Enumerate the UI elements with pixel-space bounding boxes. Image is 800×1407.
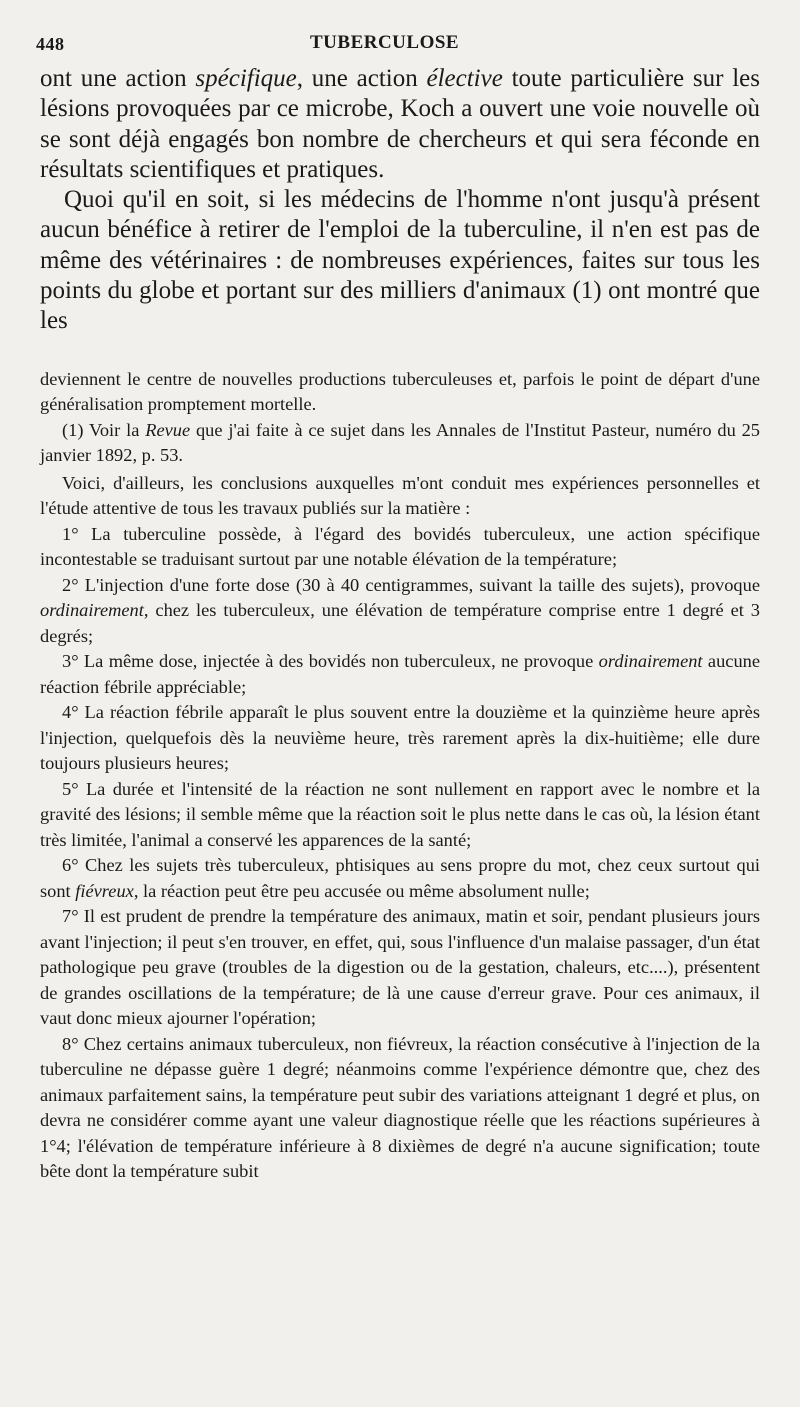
conclusions-intro: Voici, d'ailleurs, les conclusions auxquelles m'ont conduit mes expériences personnelles et l'étude attentive de tous les travaux publiés sur la matière :: [40, 472, 760, 519]
footnote-1: (1) Voir la Revue que j'ai faite à ce sujet dans les Annales de l'Institut Pasteur, numéro du 25 janvier 1892, p. 53.: [40, 419, 760, 466]
emphasis-elective: élective: [426, 65, 503, 92]
conclusion-2: 2° L'injection d'une forte dose (30 à 40 centigrammes, suivant la taille des sujets), provoque ordinairement, chez les tuberculeux, une élévation de température comprise entre 1 degré et 3 degrés;: [40, 574, 760, 646]
footnote-block: [40, 367, 760, 1185]
main-text: [40, 64, 760, 337]
note-continuation: deviennent le centre de nouvelles productions tuberculeuses et, parfois le point de départ d'une généralisation promptement mortelle.: [40, 368, 760, 415]
running-head: [36, 30, 760, 64]
conclusion-5: 5° La durée et l'intensité de la réaction ne sont nullement en rapport avec le nombre et la gravité des lésions; il semble même que la réaction soit le plus nette dans le cas où, la lésion étant très limitée, l'animal a conservé les apparences de la santé;: [40, 778, 760, 850]
conclusion-1: 1° La tuberculine possède, à l'égard des bovidés tuberculeux, une action spécifique incontestable se traduisant surtout par une notable élévation de la température;: [40, 523, 760, 570]
conclusion-7: 7° Il est prudent de prendre la température des animaux, matin et soir, pendant plusieurs jours avant l'injection; il peut s'en trouver, en effet, qui, sous l'influence d'un malaise passager, d'un état pathologique peu grave (troubles de la digestion ou de la gestation, chaleurs, etc....), présentent de grandes oscillations de la température; de là une cause d'erreur grave. Pour ces animaux, il vaut donc mieux ajourner l'opération;: [40, 906, 760, 1029]
conclusion-3: 3° La même dose, injectée à des bovidés non tuberculeux, ne provoque ordinairement aucune réaction fébrile appréciable;: [40, 651, 761, 697]
conclusion-4: 4° La réaction fébrile apparaît le plus souvent entre la douzième et la quinzième heure après l'injection, quelquefois dès la neuvième heure, très rarement après la dix-huitième; elle dure toujours plusieurs heures;: [40, 702, 760, 774]
emphasis-revue: Revue: [145, 419, 191, 440]
running-title: TUBERCULOSE: [310, 32, 460, 53]
conclusion-8: 8° Chez certains animaux tuberculeux, non fiévreux, la réaction consécutive à l'injection de la tuberculine ne dépasse guère 1 degré; néanmoins comme l'expérience démontre que, chez des animaux parfaitement sains, la température peut subir des variations atteignant 1 degré et plus, on devra ne considérer comme ayant une valeur diagnostique réelle que les réactions supérieures à 1°4; l'élévation de température inférieure à 8 dixièmes de degré n'a aucune signification; toute bête dont la température subit: [40, 1033, 760, 1182]
paragraph-2: Quoi qu'il en soit, si les médecins de l'homme n'ont jusqu'à présent aucun bénéfice à retirer de l'emploi de la tuberculine, il n'en est pas de même des vétérinaires : de nombreuses expériences, faites sur tous les points du globe et portant sur des milliers d'animaux (1) ont montré que les: [40, 186, 760, 335]
paragraph-1: ont une action spécifique, une action élective toute particulière sur les lésions provoquées par ce microbe, Koch a ouvert une voie nouvelle où se sont déjà engagés bon nombre de chercheurs et qui sera féconde en résultats scientifiques et pratiques.: [40, 65, 760, 183]
page-number: 448: [36, 34, 65, 54]
conclusion-6: 6° Chez les sujets très tuberculeux, phtisiques au sens propre du mot, chez ceux surtout qui sont fiévreux, la réaction peut être peu accusée ou même absolument nulle;: [40, 855, 760, 901]
emphasis-specifique: spécifique: [195, 65, 297, 92]
